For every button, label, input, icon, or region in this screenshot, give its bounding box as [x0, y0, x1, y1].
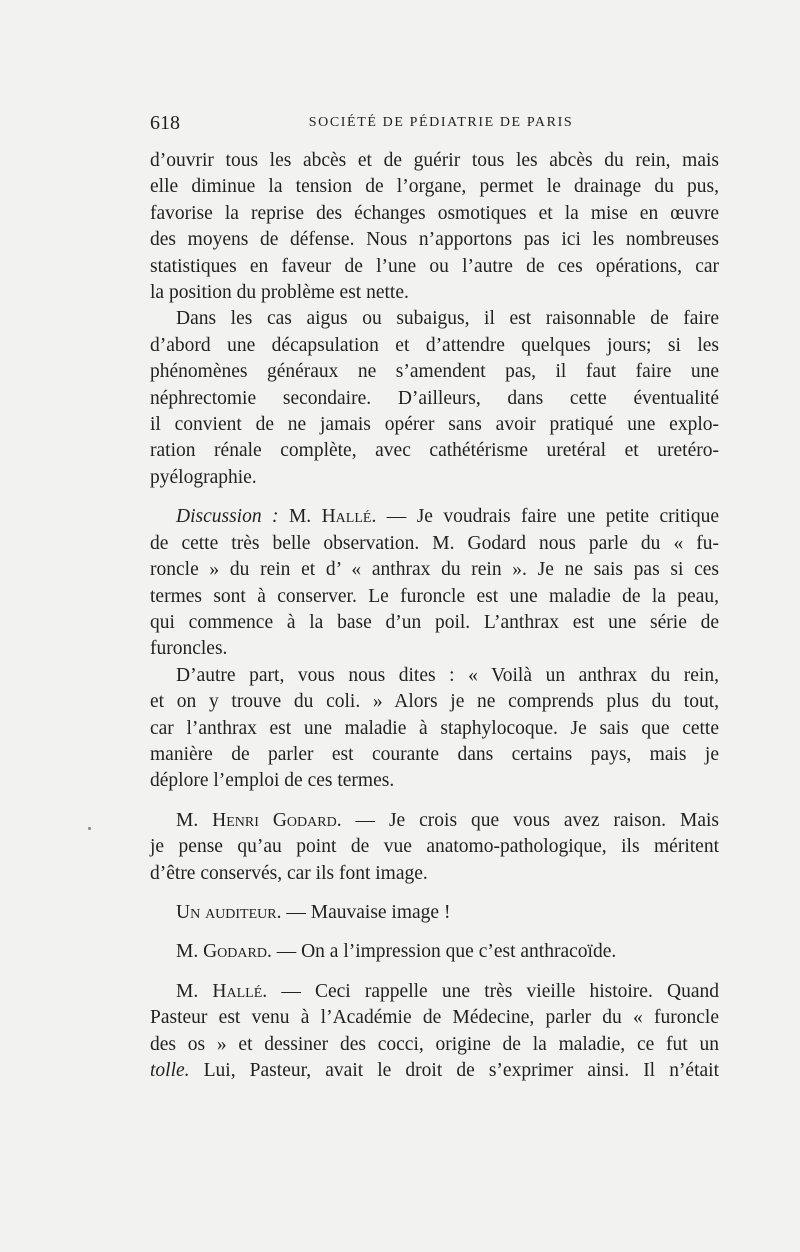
text-line: d’abord une décapsulation et d’attendre quelques jours; si les	[150, 334, 719, 356]
body-text	[150, 148, 719, 1084]
text-line: je pense qu’au point de vue anatomo-pathologique, ils méritent	[150, 836, 719, 858]
paragraph-halle-pasteur	[150, 979, 719, 1085]
text-line: d’être conservés, car ils font image.	[150, 862, 428, 884]
paragraph-decapsulation	[150, 306, 719, 491]
margin-speck	[88, 827, 91, 830]
text-line: phénomènes généraux ne s’amendent pas, il faut faire une	[150, 361, 719, 383]
speaker-name: M. Henri Godard.	[176, 809, 342, 831]
text-line: des moyens de défense. Nous n’apportons pas ici les nombreuses	[150, 229, 719, 251]
discussion-first-line	[150, 504, 719, 530]
speaker-name: M. Hallé.	[288, 506, 377, 528]
text-line: pyélographie.	[150, 466, 257, 488]
paragraph-discussion	[150, 504, 719, 662]
speech-first-line	[150, 939, 719, 965]
speech-text: — Ceci rappelle une très vieille histoire. Quand	[281, 980, 719, 1002]
speech-first-line	[150, 808, 719, 834]
text-line: elle diminue la tension de l’organe, permet le drainage du pus,	[150, 176, 719, 198]
text-line: furoncles.	[150, 638, 228, 660]
speech-text: — Mauvaise image !	[286, 901, 451, 923]
text-line: termes sont à conserver. Le furoncle est une maladie de la peau,	[150, 585, 719, 607]
text-line: Dans les cas aigus ou subaigus, il est raisonnable de faire	[176, 308, 719, 330]
paragraph-auditeur	[150, 900, 719, 926]
text-line: déplore l’emploi de ces termes.	[150, 770, 395, 792]
italic-word: tolle.	[150, 1060, 190, 1081]
speech-first-line	[150, 979, 719, 1005]
speech-text: — On a l’impression que c’est anthracoïde.	[276, 941, 617, 963]
text-line: manière de parler est courante dans certains pays, mais je	[150, 743, 719, 765]
text-line: D’autre part, vous nous dites : « Voilà un anthrax du rein,	[176, 664, 719, 686]
text-line: statistiques en faveur de l’une ou l’autre de ces opérations, car	[150, 255, 719, 277]
speaker-name: M. Godard.	[176, 941, 272, 963]
text-line-last	[150, 1058, 719, 1084]
text-line: d’ouvrir tous les abcès et de guérir tous les abcès du rein, mais	[150, 150, 719, 171]
speech-first-line	[150, 900, 719, 926]
page-number: 618	[150, 112, 180, 134]
text-line: et on y trouve du coli. » Alors je ne comprends plus du tout,	[150, 691, 719, 713]
text-line: Pasteur est venu à l’Académie de Médecine, parler du « furoncle	[150, 1007, 719, 1029]
speaker-name: M. Hallé.	[176, 980, 268, 1002]
text-line: néphrectomie secondaire. D’ailleurs, dans cette éventualité	[150, 387, 719, 409]
text-line: la position du problème est nette.	[150, 282, 409, 304]
speech-text: — Je crois que vous avez raison. Mais	[355, 809, 720, 831]
text-line: ration rénale complète, avec cathétérisme uretéral et uretéro-	[150, 440, 719, 462]
text-line: favorise la reprise des échanges osmotiques et la mise en œuvre	[150, 202, 719, 224]
speech-text: — Je voudrais faire une petite critique	[386, 506, 720, 528]
text-line: il convient de ne jamais opérer sans avoir pratiqué une explo-	[150, 414, 719, 436]
running-head: SOCIÉTÉ DE PÉDIATRIE DE PARIS	[308, 115, 574, 130]
paragraph-godard-anthracoide	[150, 939, 719, 965]
speaker-name: Un auditeur.	[176, 901, 282, 923]
text-line: des os » et dessiner des cocci, origine de la maladie, ce fut un	[150, 1033, 719, 1055]
text-line: roncle » du rein et d’ « anthrax du rein ». Je ne sais pas si ces	[150, 559, 719, 581]
discussion-label: Discussion :	[176, 506, 279, 528]
text-line: qui commence à la base d’un poil. L’anthrax est une série de	[150, 611, 719, 633]
text-line: de cette très belle observation. M. Godard nous parle du « fu-	[150, 532, 719, 554]
paragraph-godard-reply	[150, 808, 719, 887]
text-line-rest: Lui, Pasteur, avait le droit de s’exprimer ainsi. Il n’était	[203, 1060, 719, 1081]
text-line: car l’anthrax est une maladie à staphylocoque. Je sais que cette	[150, 717, 719, 739]
paragraph-anthrax	[150, 663, 719, 795]
paragraph-continuation	[150, 148, 719, 306]
page-header	[150, 111, 718, 135]
